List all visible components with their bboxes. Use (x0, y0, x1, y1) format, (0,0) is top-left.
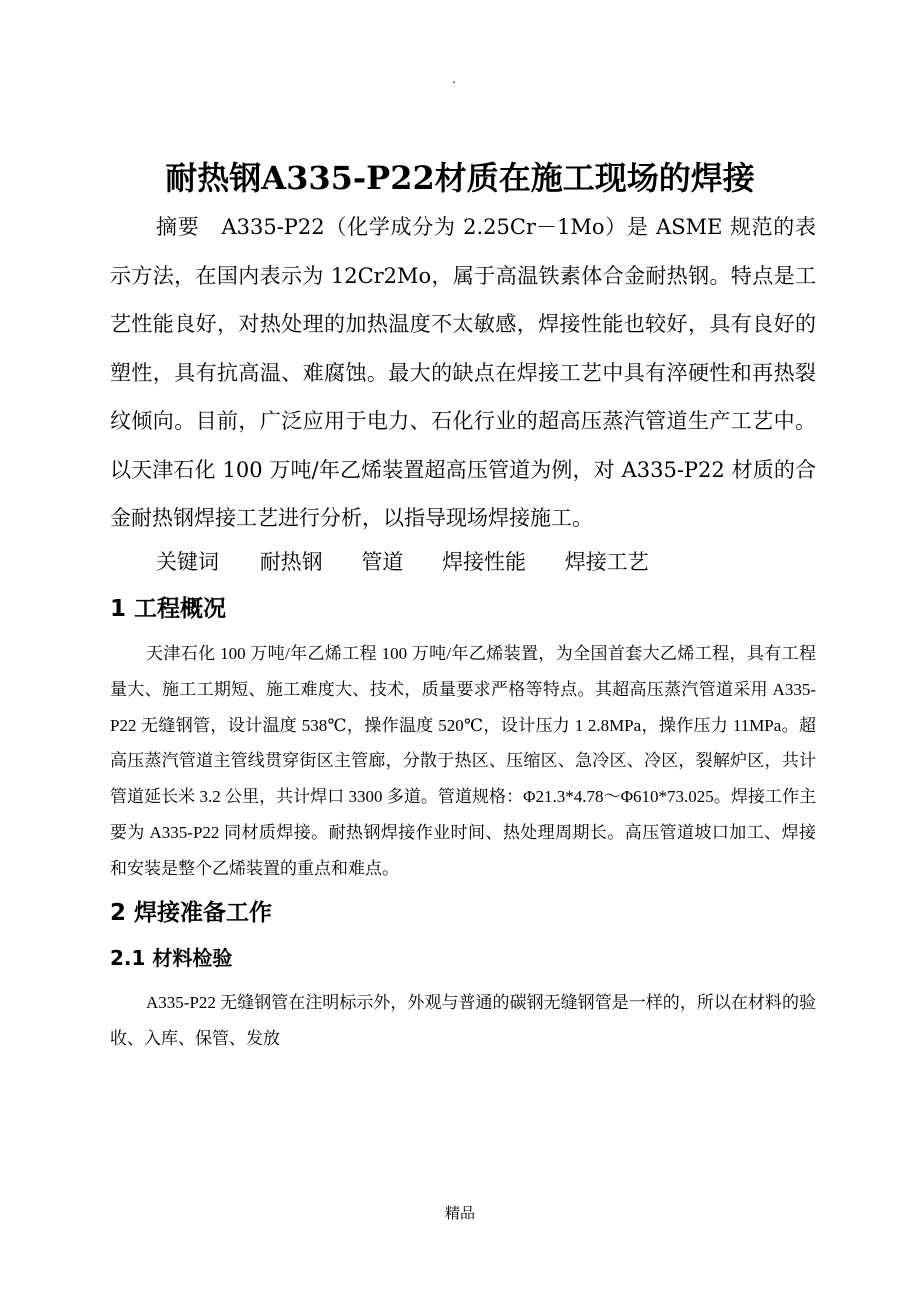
subsection-heading-2-1: 2.1 材料检验 (110, 946, 233, 970)
keyword-item: 焊接工艺 (564, 550, 649, 574)
section-heading-1: 1 工程概况 (110, 596, 227, 622)
page-footer: 精品 (444, 1204, 475, 1222)
subsection-2-1-paragraph: A335-P22 无缝钢管在注明标示外，外观与普通的碳钢无缝钢管是一样的，所以在材料的验收、入库、保管、发放 (110, 993, 816, 1048)
keyword-item: 焊接性能 (442, 550, 527, 574)
header-mark: . (452, 72, 456, 86)
keyword-item: 耐热钢 (259, 550, 323, 574)
keywords-line (156, 542, 816, 582)
section-heading-2: 2 焊接准备工作 (110, 900, 273, 926)
section-1-paragraph: 天津石化 100 万吨/年乙烯工程 100 万吨/年乙烯装置，为全国首套大乙烯工程，具有工程量大、施工工期短、施工难度大、技术，质量要求严格等特点。其超高压蒸汽管道采用 A335-P22 无缝钢管，设计温度 538℃，操作温度 520℃，设计压力 1 2.8MPa，操作压力 11MPa。超高压蒸汽管道主管线贯穿街区主管廊，分散于热区、压缩区、急冷区、冷区，裂解炉区，共计管道延长米 3.2 公里，共计焊口 3300 多道。管道规格：Φ21.3*4.78～Φ610*73.025。焊接工作主要为 A335-P22 同材质焊接。耐热钢焊接作业时间、热处理周期长。高压管道坡口加工、焊接和安装是整个乙烯装置的重点和难点。 (110, 644, 816, 878)
keyword-item: 管道 (361, 550, 404, 574)
abstract-text: A335-P22（化学成分为 2.25Cr－1Mo）是 ASME 规范的表示方法，在国内表示为 12Cr2Mo，属于高温铁素体合金耐热钢。特点是工艺性能良好，对热处理的加热温度不太敏感，焊接性能也较好，具有良好的塑性，具有抗高温、难腐蚀。最大的缺点在焊接工艺中具有淬硬性和再热裂纹倾向。目前，广泛应用于电力、石化行业的超高压蒸汽管道生产工艺中。以天津石化 100 万吨/年乙烯装置超高压管道为例，对 A335-P22 材质的合金耐热钢焊接工艺进行分析，以指导现场焊接施工。 (110, 215, 816, 530)
keywords-label: 关键词 (156, 550, 219, 574)
abstract-label: 摘要 (156, 215, 200, 239)
abstract-paragraph (110, 203, 816, 543)
document-title: 耐热钢A335-P22材质在施工现场的焊接 (165, 159, 755, 197)
